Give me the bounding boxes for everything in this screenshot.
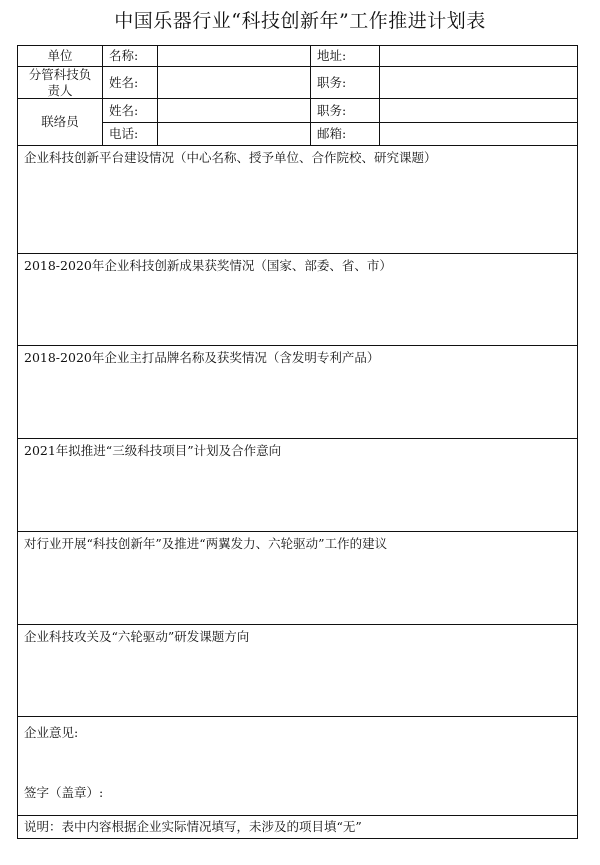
opinion-section[interactable]: [17, 716, 578, 816]
leader-name-label: 姓名:: [102, 66, 158, 99]
unit-name-label: 名称:: [102, 45, 158, 67]
signature-label: 签字（盖章）:: [24, 785, 104, 800]
unit-address-label: 地址:: [310, 45, 380, 67]
plan-2021-section[interactable]: [17, 438, 578, 532]
opinion-label: 企业意见:: [24, 725, 79, 740]
brands-section[interactable]: [17, 345, 578, 439]
leader-position-label: 职务:: [310, 66, 380, 99]
platform-section-label: 企业科技创新平台建设情况（中心名称、授予单位、合作院校、研究课题）: [24, 150, 437, 165]
contact-phone-label: 电话:: [102, 122, 158, 146]
brands-section-label: 2018-2020年企业主打品牌名称及获奖情况（含发明专利产品）: [24, 350, 380, 365]
form-title: 中国乐器行业“科技创新年”工作推进计划表: [114, 10, 486, 32]
leader-position-field[interactable]: [379, 66, 578, 99]
awards-section[interactable]: [17, 253, 578, 346]
leader-label-text: 分管科技负责人: [28, 66, 92, 98]
platform-section[interactable]: [17, 145, 578, 254]
suggestions-section-label: 对行业开展“科技创新年”及推进“两翼发力、六轮驱动”工作的建议: [24, 536, 388, 551]
unit-name-field[interactable]: [157, 45, 311, 67]
contact-email-label: 邮箱:: [310, 122, 380, 146]
leader-name-field[interactable]: [157, 66, 311, 99]
contact-name-field[interactable]: [157, 98, 311, 123]
unit-label: 单位: [17, 45, 103, 67]
plan-2021-section-label: 2021年拟推进“三级科技项目”计划及合作意向: [24, 443, 282, 458]
contact-position-label: 职务:: [310, 98, 380, 123]
contact-position-field[interactable]: [379, 98, 578, 123]
form-note: 说明：表中内容根据企业实际情况填写，未涉及的项目填“无”: [17, 815, 578, 839]
research-section-label: 企业科技攻关及“六轮驱动”研发课题方向: [24, 629, 250, 644]
contact-name-label: 姓名:: [102, 98, 158, 123]
research-section[interactable]: [17, 624, 578, 717]
awards-section-label: 2018-2020年企业科技创新成果获奖情况（国家、部委、省、市）: [24, 258, 392, 273]
suggestions-section[interactable]: [17, 531, 578, 625]
contact-phone-field[interactable]: [157, 122, 311, 146]
unit-address-field[interactable]: [379, 45, 578, 67]
contact-email-field[interactable]: [379, 122, 578, 146]
leader-label: [17, 66, 103, 99]
contact-label: 联络员: [17, 98, 103, 146]
